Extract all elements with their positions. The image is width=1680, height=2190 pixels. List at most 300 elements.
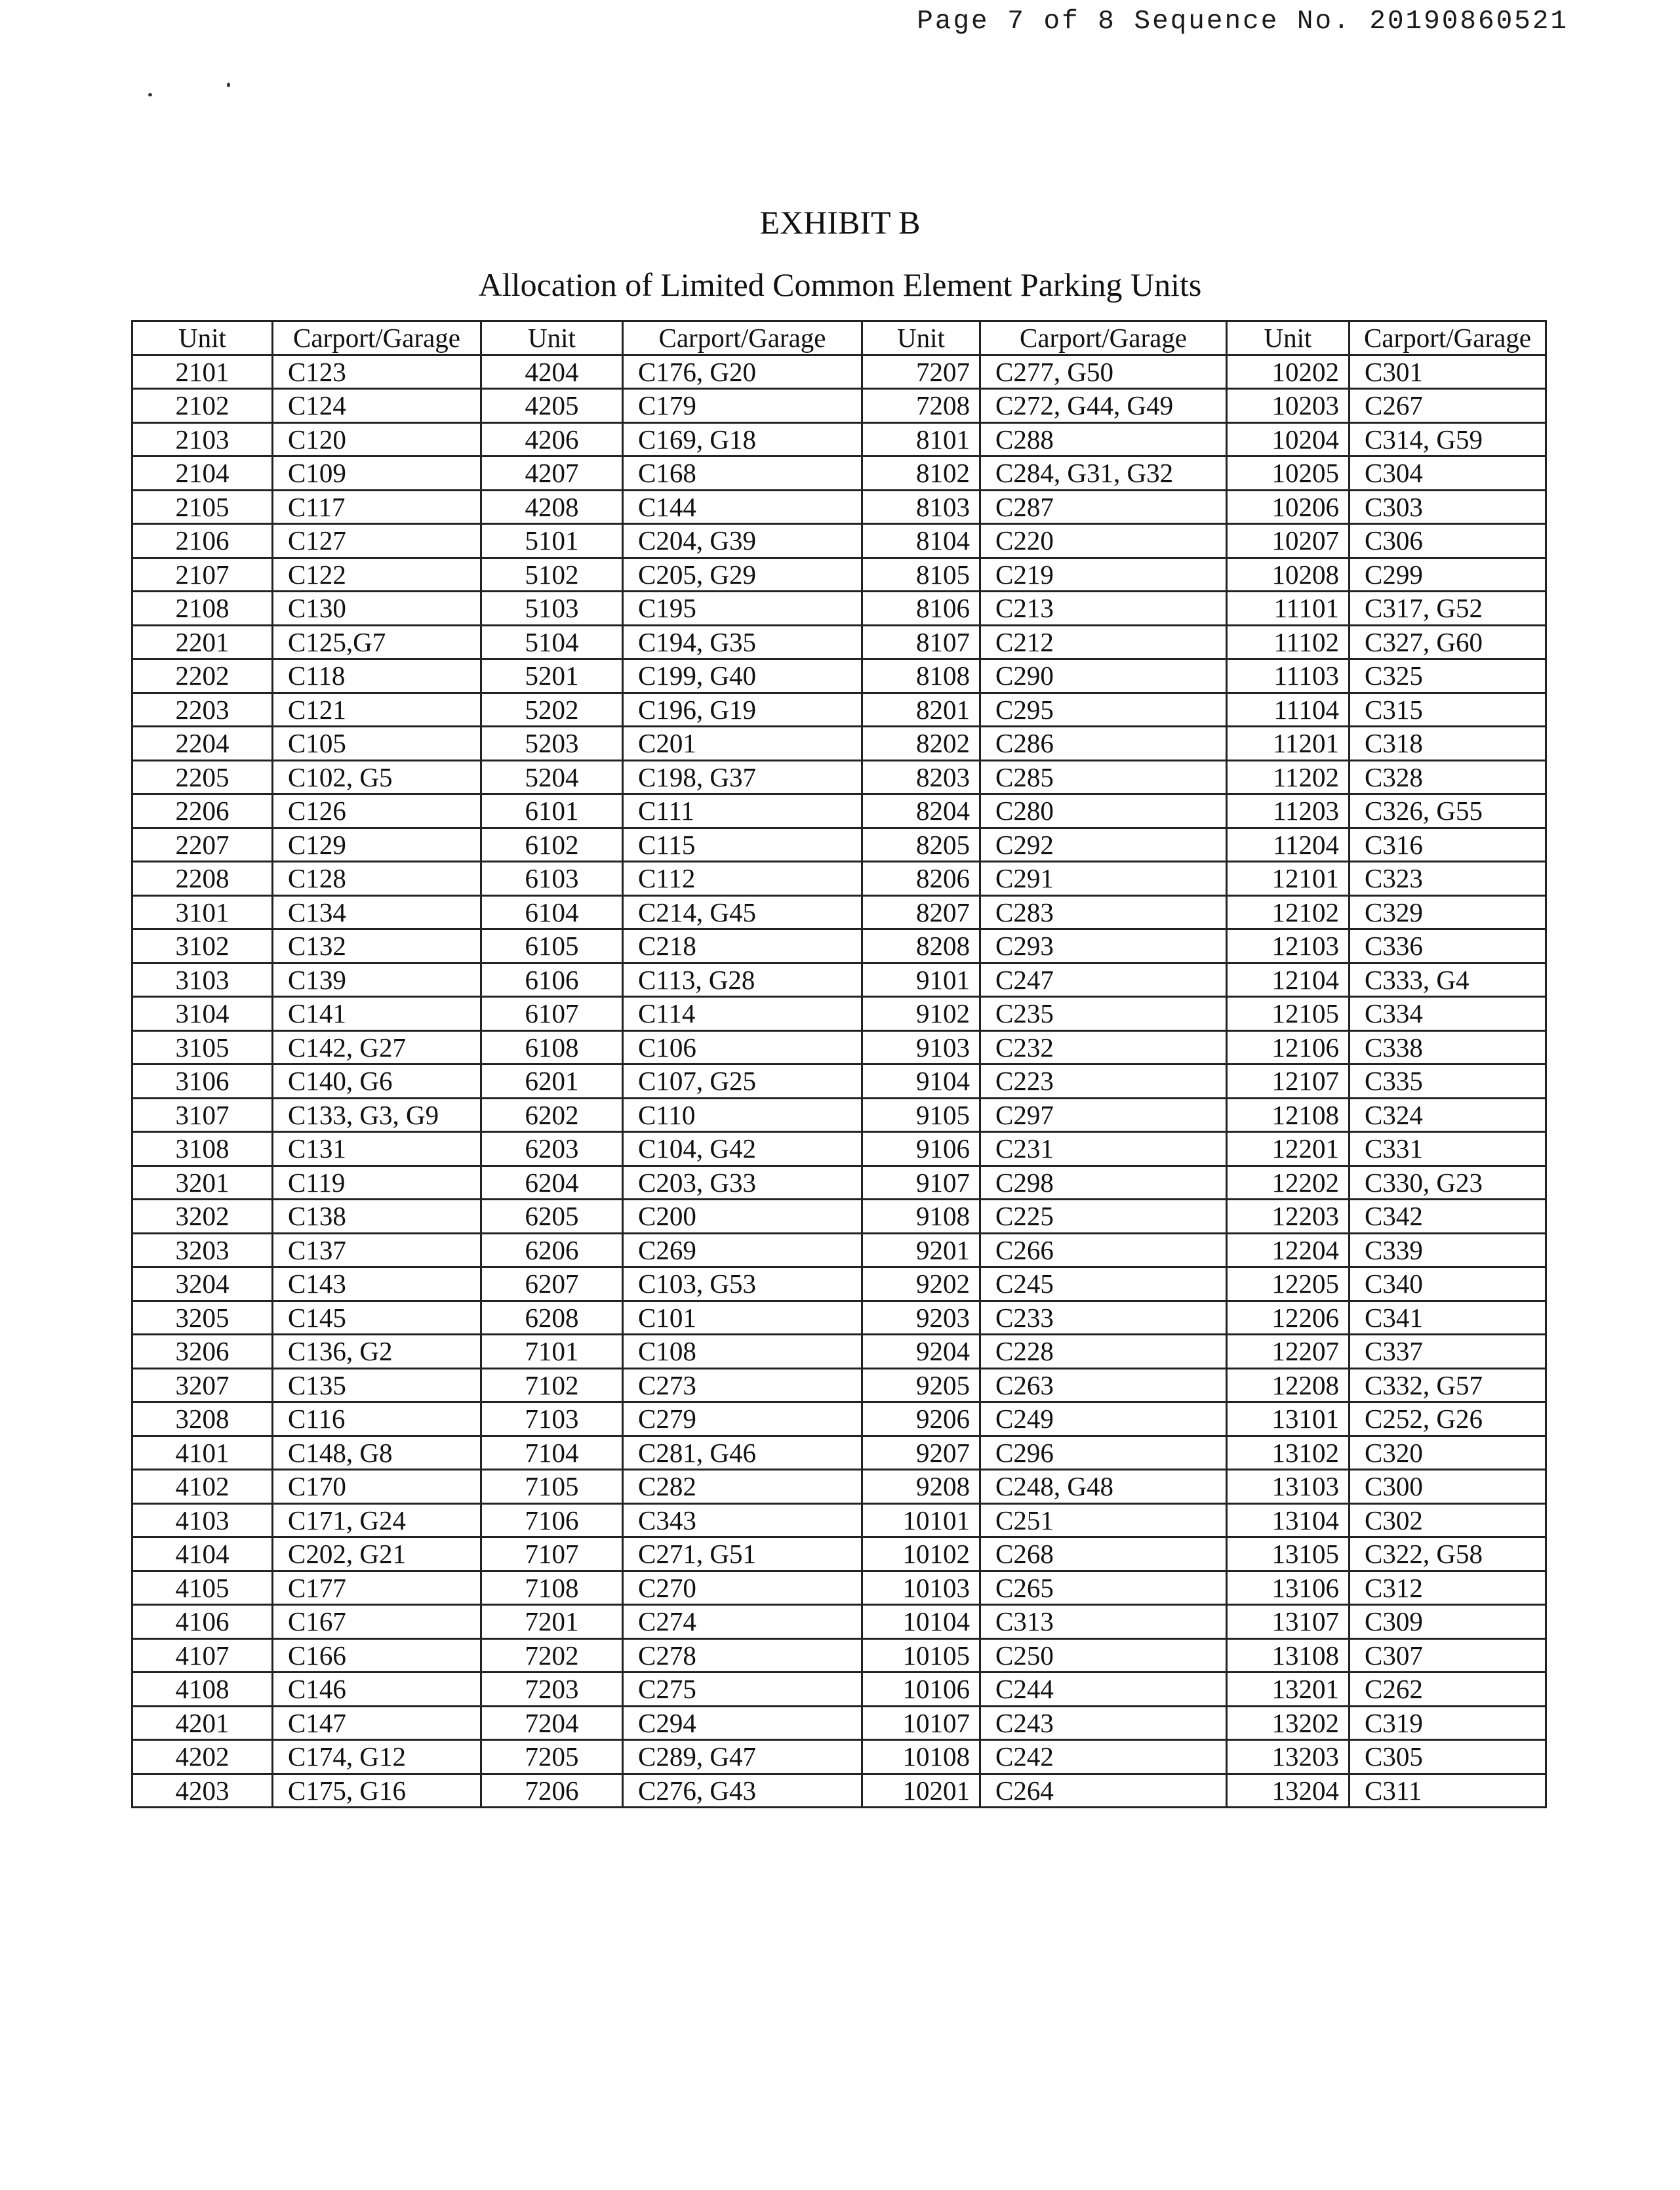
unit-cell: 5102 xyxy=(481,558,623,592)
unit-cell: 12201 xyxy=(1227,1132,1350,1166)
column-header-carport-garage: Carport/Garage xyxy=(623,321,862,355)
unit-cell: 8105 xyxy=(862,558,980,592)
column-header-unit: Unit xyxy=(481,321,623,355)
carport-garage-cell: C223 xyxy=(980,1065,1227,1099)
carport-garage-cell: C247 xyxy=(980,963,1227,997)
carport-garage-cell: C273 xyxy=(623,1368,862,1402)
unit-cell: 12204 xyxy=(1227,1233,1350,1267)
column-header-carport-garage: Carport/Garage xyxy=(980,321,1227,355)
unit-cell: 2102 xyxy=(132,389,273,423)
carport-garage-cell: C220 xyxy=(980,524,1227,558)
page-sequence-header: Page 7 of 8 Sequence No. 20190860521 xyxy=(917,7,1569,37)
carport-garage-cell: C219 xyxy=(980,558,1227,592)
table-row xyxy=(132,1605,1546,1639)
unit-cell: 2206 xyxy=(132,794,273,828)
unit-cell: 4202 xyxy=(132,1740,273,1774)
unit-cell: 6205 xyxy=(481,1200,623,1234)
unit-cell: 10105 xyxy=(862,1638,980,1673)
unit-cell: 12103 xyxy=(1227,929,1350,963)
carport-garage-cell: C136, G2 xyxy=(273,1335,481,1369)
unit-cell: 10203 xyxy=(1227,389,1350,423)
unit-cell: 4106 xyxy=(132,1605,273,1639)
carport-garage-cell: C167 xyxy=(273,1605,481,1639)
unit-cell: 4107 xyxy=(132,1638,273,1673)
table-row xyxy=(132,456,1546,491)
carport-garage-cell: C302 xyxy=(1350,1503,1546,1537)
carport-garage-cell: C145 xyxy=(273,1301,481,1335)
unit-cell: 6101 xyxy=(481,794,623,828)
column-header-unit: Unit xyxy=(862,321,980,355)
unit-cell: 8205 xyxy=(862,828,980,862)
table-row xyxy=(132,422,1546,456)
unit-cell: 10207 xyxy=(1227,524,1350,558)
unit-cell: 3103 xyxy=(132,963,273,997)
carport-garage-cell: C225 xyxy=(980,1200,1227,1234)
unit-cell: 2201 xyxy=(132,625,273,659)
unit-cell: 8202 xyxy=(862,727,980,761)
table-row xyxy=(132,1335,1546,1369)
carport-garage-cell: C263 xyxy=(980,1368,1227,1402)
carport-garage-cell: C311 xyxy=(1350,1774,1546,1808)
unit-cell: 10204 xyxy=(1227,422,1350,456)
unit-cell: 12203 xyxy=(1227,1200,1350,1234)
table-row xyxy=(132,355,1546,389)
unit-cell: 9203 xyxy=(862,1301,980,1335)
carport-garage-cell: C295 xyxy=(980,693,1227,727)
carport-garage-cell: C199, G40 xyxy=(623,659,862,693)
carport-garage-cell: C252, G26 xyxy=(1350,1402,1546,1436)
unit-cell: 13102 xyxy=(1227,1436,1350,1470)
unit-cell: 3207 xyxy=(132,1368,273,1402)
carport-garage-cell: C212 xyxy=(980,625,1227,659)
table-row xyxy=(132,625,1546,659)
carport-garage-cell: C107, G25 xyxy=(623,1065,862,1099)
carport-garage-cell: C296 xyxy=(980,1436,1227,1470)
unit-cell: 12108 xyxy=(1227,1098,1350,1132)
carport-garage-cell: C179 xyxy=(623,389,862,423)
unit-cell: 6208 xyxy=(481,1301,623,1335)
carport-garage-cell: C140, G6 xyxy=(273,1065,481,1099)
carport-garage-cell: C170 xyxy=(273,1470,481,1504)
table-row xyxy=(132,828,1546,862)
unit-cell: 11204 xyxy=(1227,828,1350,862)
table-row xyxy=(132,1774,1546,1808)
carport-garage-cell: C319 xyxy=(1350,1706,1546,1740)
unit-cell: 3102 xyxy=(132,929,273,963)
unit-cell: 12206 xyxy=(1227,1301,1350,1335)
unit-cell: 7206 xyxy=(481,1774,623,1808)
table-body xyxy=(132,355,1546,1808)
unit-cell: 12202 xyxy=(1227,1166,1350,1200)
carport-garage-cell: C298 xyxy=(980,1166,1227,1200)
carport-garage-cell: C148, G8 xyxy=(273,1436,481,1470)
unit-cell: 7102 xyxy=(481,1368,623,1402)
carport-garage-cell: C314, G59 xyxy=(1350,422,1546,456)
unit-cell: 2204 xyxy=(132,727,273,761)
table-row xyxy=(132,1638,1546,1673)
unit-cell: 4207 xyxy=(481,456,623,491)
carport-garage-cell: C307 xyxy=(1350,1638,1546,1673)
unit-cell: 9102 xyxy=(862,997,980,1031)
unit-cell: 7205 xyxy=(481,1740,623,1774)
carport-garage-cell: C264 xyxy=(980,1774,1227,1808)
carport-garage-cell: C110 xyxy=(623,1098,862,1132)
unit-cell: 11102 xyxy=(1227,625,1350,659)
unit-cell: 3101 xyxy=(132,895,273,929)
carport-garage-cell: C231 xyxy=(980,1132,1227,1166)
carport-garage-cell: C326, G55 xyxy=(1350,794,1546,828)
unit-cell: 6104 xyxy=(481,895,623,929)
table-row xyxy=(132,693,1546,727)
carport-garage-cell: C201 xyxy=(623,727,862,761)
unit-cell: 9101 xyxy=(862,963,980,997)
carport-garage-cell: C242 xyxy=(980,1740,1227,1774)
carport-garage-cell: C318 xyxy=(1350,727,1546,761)
unit-cell: 13107 xyxy=(1227,1605,1350,1639)
unit-cell: 4101 xyxy=(132,1436,273,1470)
carport-garage-cell: C122 xyxy=(273,558,481,592)
carport-garage-cell: C322, G58 xyxy=(1350,1537,1546,1572)
table-row xyxy=(132,1673,1546,1707)
unit-cell: 9103 xyxy=(862,1030,980,1065)
unit-cell: 5202 xyxy=(481,693,623,727)
carport-garage-cell: C131 xyxy=(273,1132,481,1166)
unit-cell: 3104 xyxy=(132,997,273,1031)
carport-garage-cell: C169, G18 xyxy=(623,422,862,456)
carport-garage-cell: C279 xyxy=(623,1402,862,1436)
table-row xyxy=(132,1571,1546,1605)
unit-cell: 6206 xyxy=(481,1233,623,1267)
table-header xyxy=(132,321,1546,355)
carport-garage-cell: C339 xyxy=(1350,1233,1546,1267)
carport-garage-cell: C121 xyxy=(273,693,481,727)
unit-cell: 2207 xyxy=(132,828,273,862)
unit-cell: 5103 xyxy=(481,592,623,626)
carport-garage-cell: C299 xyxy=(1350,558,1546,592)
table-row xyxy=(132,389,1546,423)
carport-garage-cell: C335 xyxy=(1350,1065,1546,1099)
unit-cell: 13204 xyxy=(1227,1774,1350,1808)
carport-garage-cell: C267 xyxy=(1350,389,1546,423)
carport-garage-cell: C132 xyxy=(273,929,481,963)
unit-cell: 6203 xyxy=(481,1132,623,1166)
unit-cell: 6102 xyxy=(481,828,623,862)
unit-cell: 8102 xyxy=(862,456,980,491)
unit-cell: 3204 xyxy=(132,1267,273,1301)
table-row xyxy=(132,963,1546,997)
carport-garage-cell: C325 xyxy=(1350,659,1546,693)
carport-garage-cell: C289, G47 xyxy=(623,1740,862,1774)
unit-cell: 13104 xyxy=(1227,1503,1350,1537)
carport-garage-cell: C270 xyxy=(623,1571,862,1605)
carport-garage-cell: C195 xyxy=(623,592,862,626)
carport-garage-cell: C327, G60 xyxy=(1350,625,1546,659)
carport-garage-cell: C214, G45 xyxy=(623,895,862,929)
column-header-carport-garage: Carport/Garage xyxy=(1350,321,1546,355)
carport-garage-cell: C323 xyxy=(1350,862,1546,896)
carport-garage-cell: C301 xyxy=(1350,355,1546,389)
unit-cell: 7204 xyxy=(481,1706,623,1740)
carport-garage-cell: C235 xyxy=(980,997,1227,1031)
unit-cell: 7104 xyxy=(481,1436,623,1470)
carport-garage-cell: C147 xyxy=(273,1706,481,1740)
table-row xyxy=(132,1098,1546,1132)
carport-garage-cell: C111 xyxy=(623,794,862,828)
carport-garage-cell: C142, G27 xyxy=(273,1030,481,1065)
carport-garage-cell: C332, G57 xyxy=(1350,1368,1546,1402)
carport-garage-cell: C218 xyxy=(623,929,862,963)
unit-cell: 13201 xyxy=(1227,1673,1350,1707)
unit-cell: 11103 xyxy=(1227,659,1350,693)
unit-cell: 2202 xyxy=(132,659,273,693)
unit-cell: 8107 xyxy=(862,625,980,659)
carport-garage-cell: C108 xyxy=(623,1335,862,1369)
unit-cell: 7101 xyxy=(481,1335,623,1369)
carport-garage-cell: C105 xyxy=(273,727,481,761)
carport-garage-cell: C200 xyxy=(623,1200,862,1234)
table-row xyxy=(132,1402,1546,1436)
carport-garage-cell: C139 xyxy=(273,963,481,997)
carport-garage-cell: C276, G43 xyxy=(623,1774,862,1808)
table-row xyxy=(132,997,1546,1031)
carport-garage-cell: C294 xyxy=(623,1706,862,1740)
carport-garage-cell: C249 xyxy=(980,1402,1227,1436)
carport-garage-cell: C333, G4 xyxy=(1350,963,1546,997)
unit-cell: 6207 xyxy=(481,1267,623,1301)
table-row xyxy=(132,1267,1546,1301)
carport-garage-cell: C194, G35 xyxy=(623,625,862,659)
carport-garage-cell: C282 xyxy=(623,1470,862,1504)
carport-garage-cell: C316 xyxy=(1350,828,1546,862)
unit-cell: 9108 xyxy=(862,1200,980,1234)
unit-cell: 8101 xyxy=(862,422,980,456)
unit-cell: 2208 xyxy=(132,862,273,896)
unit-cell: 12107 xyxy=(1227,1065,1350,1099)
carport-garage-cell: C271, G51 xyxy=(623,1537,862,1572)
carport-garage-cell: C102, G5 xyxy=(273,760,481,794)
table-row xyxy=(132,760,1546,794)
carport-garage-cell: C125,G7 xyxy=(273,625,481,659)
carport-garage-cell: C203, G33 xyxy=(623,1166,862,1200)
carport-garage-cell: C123 xyxy=(273,355,481,389)
table-row xyxy=(132,929,1546,963)
carport-garage-cell: C275 xyxy=(623,1673,862,1707)
unit-cell: 4208 xyxy=(481,490,623,524)
unit-cell: 10102 xyxy=(862,1537,980,1572)
carport-garage-cell: C166 xyxy=(273,1638,481,1673)
unit-cell: 7202 xyxy=(481,1638,623,1673)
carport-garage-cell: C114 xyxy=(623,997,862,1031)
carport-garage-cell: C331 xyxy=(1350,1132,1546,1166)
unit-cell: 10106 xyxy=(862,1673,980,1707)
carport-garage-cell: C124 xyxy=(273,389,481,423)
unit-cell: 4103 xyxy=(132,1503,273,1537)
carport-garage-cell: C204, G39 xyxy=(623,524,862,558)
unit-cell: 9204 xyxy=(862,1335,980,1369)
unit-cell: 9208 xyxy=(862,1470,980,1504)
carport-garage-cell: C104, G42 xyxy=(623,1132,862,1166)
unit-cell: 6103 xyxy=(481,862,623,896)
carport-garage-cell: C305 xyxy=(1350,1740,1546,1774)
unit-cell: 4204 xyxy=(481,355,623,389)
unit-cell: 6108 xyxy=(481,1030,623,1065)
carport-garage-cell: C330, G23 xyxy=(1350,1166,1546,1200)
table-row xyxy=(132,659,1546,693)
unit-cell: 2101 xyxy=(132,355,273,389)
carport-garage-cell: C340 xyxy=(1350,1267,1546,1301)
carport-garage-cell: C205, G29 xyxy=(623,558,862,592)
unit-cell: 12106 xyxy=(1227,1030,1350,1065)
table-row xyxy=(132,1200,1546,1234)
carport-garage-cell: C343 xyxy=(623,1503,862,1537)
carport-garage-cell: C128 xyxy=(273,862,481,896)
carport-garage-cell: C251 xyxy=(980,1503,1227,1537)
table-row xyxy=(132,1503,1546,1537)
carport-garage-cell: C300 xyxy=(1350,1470,1546,1504)
parking-allocation-table xyxy=(131,320,1547,1808)
carport-garage-cell: C245 xyxy=(980,1267,1227,1301)
unit-cell: 13103 xyxy=(1227,1470,1350,1504)
column-header-carport-garage: Carport/Garage xyxy=(273,321,481,355)
unit-cell: 3205 xyxy=(132,1301,273,1335)
carport-garage-cell: C288 xyxy=(980,422,1227,456)
unit-cell: 10108 xyxy=(862,1740,980,1774)
unit-cell: 7105 xyxy=(481,1470,623,1504)
unit-cell: 7107 xyxy=(481,1537,623,1572)
column-header-unit: Unit xyxy=(132,321,273,355)
unit-cell: 13105 xyxy=(1227,1537,1350,1572)
unit-cell: 13106 xyxy=(1227,1571,1350,1605)
unit-cell: 8206 xyxy=(862,862,980,896)
unit-cell: 10202 xyxy=(1227,355,1350,389)
unit-cell: 3206 xyxy=(132,1335,273,1369)
carport-garage-cell: C266 xyxy=(980,1233,1227,1267)
unit-cell: 10103 xyxy=(862,1571,980,1605)
unit-cell: 2106 xyxy=(132,524,273,558)
carport-garage-cell: C250 xyxy=(980,1638,1227,1673)
unit-cell: 5101 xyxy=(481,524,623,558)
carport-garage-cell: C117 xyxy=(273,490,481,524)
carport-garage-cell: C135 xyxy=(273,1368,481,1402)
carport-garage-cell: C248, G48 xyxy=(980,1470,1227,1504)
table-row xyxy=(132,1030,1546,1065)
carport-garage-cell: C127 xyxy=(273,524,481,558)
carport-garage-cell: C262 xyxy=(1350,1673,1546,1707)
unit-cell: 8201 xyxy=(862,693,980,727)
carport-garage-cell: C306 xyxy=(1350,524,1546,558)
unit-cell: 9107 xyxy=(862,1166,980,1200)
unit-cell: 8208 xyxy=(862,929,980,963)
unit-cell: 9105 xyxy=(862,1098,980,1132)
unit-cell: 8203 xyxy=(862,760,980,794)
carport-garage-cell: C269 xyxy=(623,1233,862,1267)
unit-cell: 2203 xyxy=(132,693,273,727)
unit-cell: 8108 xyxy=(862,659,980,693)
unit-cell: 11101 xyxy=(1227,592,1350,626)
unit-cell: 9202 xyxy=(862,1267,980,1301)
carport-garage-cell: C281, G46 xyxy=(623,1436,862,1470)
unit-cell: 3106 xyxy=(132,1065,273,1099)
carport-garage-cell: C317, G52 xyxy=(1350,592,1546,626)
scan-speck-right xyxy=(227,83,230,87)
carport-garage-cell: C143 xyxy=(273,1267,481,1301)
carport-garage-cell: C274 xyxy=(623,1605,862,1639)
carport-garage-cell: C146 xyxy=(273,1673,481,1707)
carport-garage-cell: C342 xyxy=(1350,1200,1546,1234)
carport-garage-cell: C174, G12 xyxy=(273,1740,481,1774)
unit-cell: 7103 xyxy=(481,1402,623,1436)
unit-cell: 8106 xyxy=(862,592,980,626)
exhibit-title: EXHIBIT B xyxy=(759,204,921,241)
table-row xyxy=(132,862,1546,896)
carport-garage-cell: C141 xyxy=(273,997,481,1031)
unit-cell: 9201 xyxy=(862,1233,980,1267)
table-row xyxy=(132,1065,1546,1099)
unit-cell: 9205 xyxy=(862,1368,980,1402)
scan-speck-left xyxy=(148,93,152,96)
table-row xyxy=(132,895,1546,929)
carport-garage-cell: C137 xyxy=(273,1233,481,1267)
unit-cell: 4104 xyxy=(132,1537,273,1572)
unit-cell: 10206 xyxy=(1227,490,1350,524)
carport-garage-cell: C198, G37 xyxy=(623,760,862,794)
table-row xyxy=(132,727,1546,761)
unit-cell: 7207 xyxy=(862,355,980,389)
unit-cell: 4108 xyxy=(132,1673,273,1707)
carport-garage-cell: C233 xyxy=(980,1301,1227,1335)
unit-cell: 10107 xyxy=(862,1706,980,1740)
table-row xyxy=(132,1470,1546,1504)
carport-garage-cell: C337 xyxy=(1350,1335,1546,1369)
carport-garage-cell: C175, G16 xyxy=(273,1774,481,1808)
table-row xyxy=(132,1740,1546,1774)
unit-cell: 8204 xyxy=(862,794,980,828)
table-row xyxy=(132,1706,1546,1740)
unit-cell: 5201 xyxy=(481,659,623,693)
carport-garage-cell: C133, G3, G9 xyxy=(273,1098,481,1132)
carport-garage-cell: C291 xyxy=(980,862,1227,896)
unit-cell: 13108 xyxy=(1227,1638,1350,1673)
table-row xyxy=(132,1368,1546,1402)
carport-garage-cell: C116 xyxy=(273,1402,481,1436)
unit-cell: 11201 xyxy=(1227,727,1350,761)
table-row xyxy=(132,1537,1546,1572)
unit-cell: 9206 xyxy=(862,1402,980,1436)
carport-garage-cell: C177 xyxy=(273,1571,481,1605)
carport-garage-cell: C171, G24 xyxy=(273,1503,481,1537)
carport-garage-cell: C196, G19 xyxy=(623,693,862,727)
unit-cell: 9106 xyxy=(862,1132,980,1166)
unit-cell: 11202 xyxy=(1227,760,1350,794)
unit-cell: 12207 xyxy=(1227,1335,1350,1369)
unit-cell: 4201 xyxy=(132,1706,273,1740)
unit-cell: 10201 xyxy=(862,1774,980,1808)
unit-cell: 13101 xyxy=(1227,1402,1350,1436)
carport-garage-cell: C115 xyxy=(623,828,862,862)
unit-cell: 13202 xyxy=(1227,1706,1350,1740)
carport-garage-cell: C336 xyxy=(1350,929,1546,963)
carport-garage-cell: C304 xyxy=(1350,456,1546,491)
unit-cell: 12104 xyxy=(1227,963,1350,997)
table-row xyxy=(132,558,1546,592)
carport-garage-cell: C109 xyxy=(273,456,481,491)
unit-cell: 10205 xyxy=(1227,456,1350,491)
unit-cell: 2108 xyxy=(132,592,273,626)
table-row xyxy=(132,490,1546,524)
table-row xyxy=(132,1301,1546,1335)
table-row xyxy=(132,524,1546,558)
unit-cell: 8104 xyxy=(862,524,980,558)
